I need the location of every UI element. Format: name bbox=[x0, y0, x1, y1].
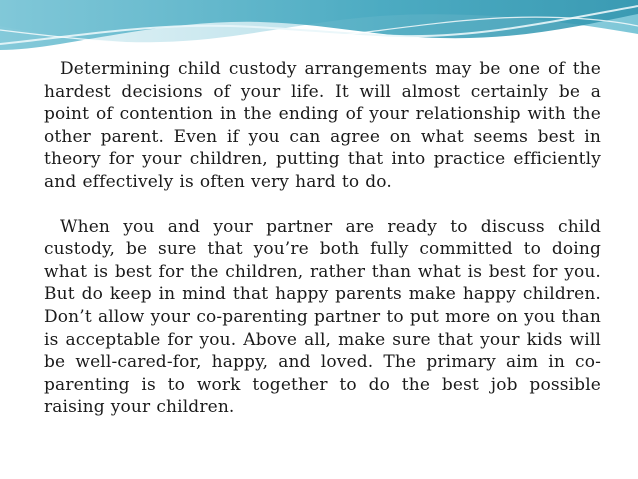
header-wave-decoration bbox=[0, 0, 638, 58]
paragraph-1: Determining child custody arrangements may be one of the hardest decisions of your life. It will almost certainly be a point of contention in the ending of your relationship with the other parent. Even if you can agree on what seems best in theory for your children, putting that into practice efficiently and effectively is often very hard to do. bbox=[44, 59, 601, 192]
header-wave-front bbox=[0, 0, 638, 50]
paragraph-2: When you and your partner are ready to discuss child custody, be sure that you’re both fully committed to doing what is best for the children, rather than what is best for you. But do keep in mind that happy parents make happy children. Don’t allow your co-parenting partner to put more on you than is acceptable for you. Above all, make sure that your kids will be well-cared-for, happy, and loved. The primary aim in co-parenting is to work together to do the best job possible raising your children. bbox=[44, 216, 601, 418]
slide-text-body bbox=[44, 58, 601, 419]
